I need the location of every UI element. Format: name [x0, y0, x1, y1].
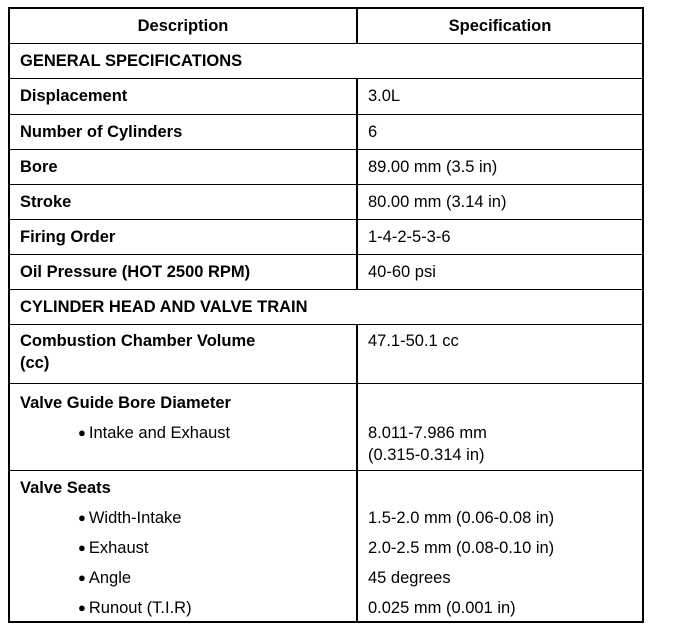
table-row — [10, 114, 642, 149]
valve-guide-value-line1: 8.011-7.986 mm — [368, 424, 487, 442]
valve-seats-sub-label: Runout (T.I.R) — [88, 599, 192, 617]
section-row-general — [10, 43, 642, 78]
table-row — [10, 383, 642, 470]
table-row — [10, 184, 642, 219]
table-header-row — [10, 9, 642, 43]
section-title-cylinder-head: CYLINDER HEAD AND VALVE TRAIN — [20, 297, 308, 316]
bullet-icon: ● — [78, 570, 86, 585]
valve-seats-label: Valve Seats — [20, 479, 111, 497]
valve-seats-value: 1.5-2.0 mm (0.06-0.08 in) — [368, 509, 555, 527]
specification-table — [8, 7, 644, 623]
spec-label: Number of Cylinders — [10, 115, 358, 149]
valve-seats-sub-item — [20, 537, 346, 559]
combustion-value: 47.1-50.1 cc — [368, 332, 459, 350]
combustion-label-line1: Combustion Chamber Volume — [20, 332, 256, 350]
valve-seats-value: 2.0-2.5 mm (0.08-0.10 in) — [368, 539, 555, 557]
spec-value: 1-4-2-5-3-6 — [368, 227, 451, 246]
table-row — [10, 254, 642, 289]
bullet-icon: ● — [78, 540, 86, 555]
valve-seats-sub-label: Angle — [88, 569, 132, 587]
spec-value: 80.00 mm (3.14 in) — [368, 192, 507, 211]
spec-label: Displacement — [10, 79, 358, 114]
combustion-label-line2: (cc) — [20, 354, 50, 372]
spec-value: 3.0L — [368, 87, 401, 105]
spec-value: 6 — [368, 122, 378, 141]
bullet-icon: ● — [78, 510, 86, 525]
valve-seats-sub-label: Exhaust — [88, 539, 149, 557]
table-row — [10, 78, 642, 114]
bullet-icon: ● — [78, 425, 86, 440]
valve-seats-value: 0.025 mm (0.001 in) — [368, 599, 516, 617]
specification-column-header: Specification — [448, 16, 552, 35]
valve-seats-sub-item — [20, 597, 346, 619]
spec-value — [358, 325, 642, 383]
spec-label — [10, 384, 358, 470]
valve-guide-value-line2: (0.315-0.314 in) — [368, 446, 485, 464]
table-row — [10, 149, 642, 184]
section-row-cylinder-head — [10, 289, 642, 324]
valve-seats-sub-item — [20, 507, 346, 529]
valve-seats-sub-label: Width-Intake — [88, 509, 182, 527]
spec-value — [358, 384, 642, 470]
spec-label: Firing Order — [10, 220, 358, 254]
bullet-icon: ● — [78, 600, 86, 615]
spec-label — [10, 325, 358, 383]
valve-guide-sub-item — [20, 422, 346, 444]
valve-guide-sub-label: Intake and Exhaust — [88, 424, 231, 442]
spec-value: 40-60 psi — [368, 262, 436, 281]
spec-label: Bore — [10, 150, 358, 184]
table-row — [10, 219, 642, 254]
section-title-general: GENERAL SPECIFICATIONS — [20, 51, 243, 70]
valve-guide-label: Valve Guide Bore Diameter — [20, 394, 231, 412]
valve-seats-sub-item — [20, 567, 346, 589]
description-column-header: Description — [10, 9, 358, 43]
spec-value — [358, 471, 642, 621]
spec-label: Oil Pressure (HOT 2500 RPM) — [10, 255, 358, 289]
valve-seats-value: 45 degrees — [368, 569, 451, 587]
spec-label: Stroke — [10, 185, 358, 219]
spec-label — [10, 471, 358, 621]
table-row — [10, 324, 642, 383]
spec-value: 89.00 mm (3.5 in) — [368, 157, 498, 176]
table-row — [10, 470, 642, 621]
